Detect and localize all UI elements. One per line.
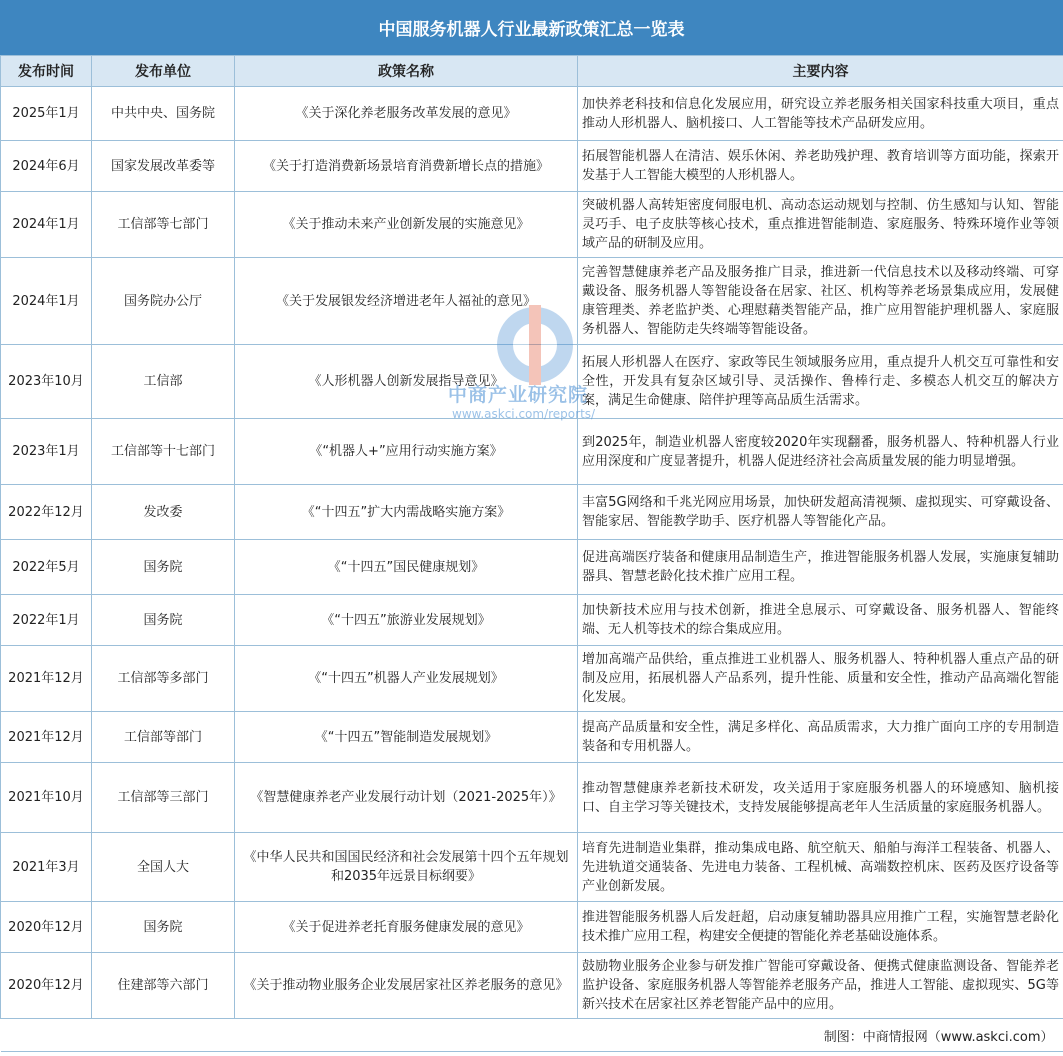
cell-date: 2022年12月 bbox=[1, 485, 92, 540]
cell-policy-name: 《人形机器人创新发展指导意见》 bbox=[235, 345, 578, 419]
cell-date: 2021年12月 bbox=[1, 646, 92, 712]
cell-date: 2022年5月 bbox=[1, 540, 92, 595]
table-row bbox=[1, 141, 1063, 192]
cell-policy-name: 《关于打造消费新场景培育消费新增长点的措施》 bbox=[235, 141, 578, 192]
table-row bbox=[1, 595, 1063, 646]
cell-org: 国家发展改革委等 bbox=[92, 141, 235, 192]
cell-content: 加快养老科技和信息化发展应用，研究设立养老服务相关国家科技重大项目，重点推动人形机器人、脑机接口、人工智能等技术产品研发应用。 bbox=[578, 87, 1063, 141]
table-row bbox=[1, 646, 1063, 712]
cell-org: 住建部等六部门 bbox=[92, 953, 235, 1019]
table-row bbox=[1, 712, 1063, 763]
cell-date: 2023年1月 bbox=[1, 419, 92, 485]
table-row bbox=[1, 833, 1063, 902]
cell-policy-name: 《关于深化养老服务改革发展的意见》 bbox=[235, 87, 578, 141]
table-row bbox=[1, 953, 1063, 1019]
cell-org: 全国人大 bbox=[92, 833, 235, 902]
cell-policy-name: 《关于发展银发经济增进老年人福祉的意见》 bbox=[235, 258, 578, 345]
cell-policy-name: 《关于促进养老托育服务健康发展的意见》 bbox=[235, 902, 578, 953]
cell-content: 丰富5G网络和千兆光网应用场景，加快研发超高清视频、虚拟现实、可穿戴设备、智能家居、智能教学助手、医疗机器人等智能化产品。 bbox=[578, 485, 1063, 540]
cell-policy-name: 《“十四五”智能制造发展规划》 bbox=[235, 712, 578, 763]
cell-content: 提高产品质量和安全性，满足多样化、高品质需求，大力推广面向工序的专用制造装备和专用机器人。 bbox=[578, 712, 1063, 763]
cell-content: 拓展智能机器人在清洁、娱乐休闲、养老助残护理、教育培训等方面功能，探索开发基于人工智能大模型的人形机器人。 bbox=[578, 141, 1063, 192]
cell-date: 2023年10月 bbox=[1, 345, 92, 419]
column-header-date: 发布时间 bbox=[1, 56, 92, 87]
cell-date: 2024年1月 bbox=[1, 192, 92, 258]
cell-org: 工信部等十七部门 bbox=[92, 419, 235, 485]
column-header-row bbox=[1, 56, 1063, 87]
cell-content: 加快新技术应用与技术创新，推进全息展示、可穿戴设备、服务机器人、智能终端、无人机等技术的综合集成应用。 bbox=[578, 595, 1063, 646]
cell-org: 发改委 bbox=[92, 485, 235, 540]
cell-policy-name: 《关于推动未来产业创新发展的实施意见》 bbox=[235, 192, 578, 258]
policy-table bbox=[0, 55, 1063, 1052]
cell-org: 国务院办公厅 bbox=[92, 258, 235, 345]
cell-org: 工信部 bbox=[92, 345, 235, 419]
footer-row bbox=[1, 1019, 1063, 1052]
cell-content: 推动智慧健康养老新技术研发，攻关适用于家庭服务机器人的环境感知、脑机接口、自主学习等关键技术，支持发展能够提高老年人生活质量的家庭服务机器人。 bbox=[578, 763, 1063, 833]
cell-org: 国务院 bbox=[92, 902, 235, 953]
column-header-content: 主要内容 bbox=[578, 56, 1063, 87]
cell-policy-name: 《“机器人+”应用行动实施方案》 bbox=[235, 419, 578, 485]
table-title: 中国服务机器人行业最新政策汇总一览表 bbox=[0, 0, 1063, 55]
table-row bbox=[1, 540, 1063, 595]
cell-policy-name: 《中华人民共和国国民经济和社会发展第十四个五年规划和2035年远景目标纲要》 bbox=[235, 833, 578, 902]
cell-org: 国务院 bbox=[92, 540, 235, 595]
cell-content: 培育先进制造业集群，推动集成电路、航空航天、船舶与海洋工程装备、机器人、先进轨道交通装备、先进电力装备、工程机械、高端数控机床、医药及医疗设备等产业创新发展。 bbox=[578, 833, 1063, 902]
cell-org: 工信部等七部门 bbox=[92, 192, 235, 258]
cell-org: 工信部等多部门 bbox=[92, 646, 235, 712]
cell-org: 工信部等部门 bbox=[92, 712, 235, 763]
column-header-policy-name: 政策名称 bbox=[235, 56, 578, 87]
table-row bbox=[1, 87, 1063, 141]
cell-content: 鼓励物业服务企业参与研发推广智能可穿戴设备、便携式健康监测设备、智能养老监护设备、家庭服务机器人等智能养老服务产品，推进人工智能、虚拟现实、5G等新兴技术在居家社区养老智能产品中的应用。 bbox=[578, 953, 1063, 1019]
table-row bbox=[1, 258, 1063, 345]
cell-date: 2021年3月 bbox=[1, 833, 92, 902]
footer-credit: 制图：中商情报网（www.askci.com） bbox=[1, 1019, 1063, 1052]
cell-org: 工信部等三部门 bbox=[92, 763, 235, 833]
cell-content: 到2025年，制造业机器人密度较2020年实现翻番，服务机器人、特种机器人行业应用深度和广度显著提升，机器人促进经济社会高质量发展的能力明显增强。 bbox=[578, 419, 1063, 485]
table-row bbox=[1, 192, 1063, 258]
column-header-org: 发布单位 bbox=[92, 56, 235, 87]
cell-policy-name: 《“十四五”国民健康规划》 bbox=[235, 540, 578, 595]
cell-policy-name: 《“十四五”旅游业发展规划》 bbox=[235, 595, 578, 646]
cell-date: 2025年1月 bbox=[1, 87, 92, 141]
cell-policy-name: 《“十四五”扩大内需战略实施方案》 bbox=[235, 485, 578, 540]
table-row bbox=[1, 902, 1063, 953]
cell-content: 增加高端产品供给，重点推进工业机器人、服务机器人、特种机器人重点产品的研制及应用，拓展机器人产品系列，提升性能、质量和安全性，推动产品高端化智能化发展。 bbox=[578, 646, 1063, 712]
cell-content: 突破机器人高转矩密度伺服电机、高动态运动规划与控制、仿生感知与认知、智能灵巧手、电子皮肤等核心技术，重点推进智能制造、家庭服务、特殊环境作业等领域产品的研制及应用。 bbox=[578, 192, 1063, 258]
cell-date: 2024年6月 bbox=[1, 141, 92, 192]
cell-date: 2020年12月 bbox=[1, 953, 92, 1019]
table-row bbox=[1, 763, 1063, 833]
cell-content: 拓展人形机器人在医疗、家政等民生领域服务应用，重点提升人机交互可靠性和安全性，开发具有复杂区域引导、灵活操作、鲁棒行走、多模态人机交互的解决方案，满足生命健康、陪伴护理等高品质生活需求。 bbox=[578, 345, 1063, 419]
cell-policy-name: 《“十四五”机器人产业发展规划》 bbox=[235, 646, 578, 712]
cell-content: 推进智能服务机器人后发赶超，启动康复辅助器具应用推广工程，实施智慧老龄化技术推广应用工程，构建安全便捷的智能化养老基础设施体系。 bbox=[578, 902, 1063, 953]
cell-date: 2020年12月 bbox=[1, 902, 92, 953]
cell-date: 2022年1月 bbox=[1, 595, 92, 646]
cell-org: 国务院 bbox=[92, 595, 235, 646]
cell-date: 2021年10月 bbox=[1, 763, 92, 833]
cell-policy-name: 《智慧健康养老产业发展行动计划（2021-2025年）》 bbox=[235, 763, 578, 833]
cell-content: 促进高端医疗装备和健康用品制造生产，推进智能服务机器人发展，实施康复辅助器具、智慧老龄化技术推广应用工程。 bbox=[578, 540, 1063, 595]
table-row bbox=[1, 485, 1063, 540]
cell-content: 完善智慧健康养老产品及服务推广目录，推进新一代信息技术以及移动终端、可穿戴设备、服务机器人等智能设备在居家、社区、机构等养老场景集成应用，发展健康管理类、养老监护类、心理慰藉类智能产品，推广应用智能护理机器人、家庭服务机器人、智能防走失终端等智能设备。 bbox=[578, 258, 1063, 345]
cell-date: 2024年1月 bbox=[1, 258, 92, 345]
cell-date: 2021年12月 bbox=[1, 712, 92, 763]
cell-org: 中共中央、国务院 bbox=[92, 87, 235, 141]
cell-policy-name: 《关于推动物业服务企业发展居家社区养老服务的意见》 bbox=[235, 953, 578, 1019]
table-row bbox=[1, 419, 1063, 485]
watermark-url: www.askci.com/reports/ bbox=[452, 407, 596, 421]
watermark-name: 中商产业研究院 bbox=[448, 384, 589, 406]
